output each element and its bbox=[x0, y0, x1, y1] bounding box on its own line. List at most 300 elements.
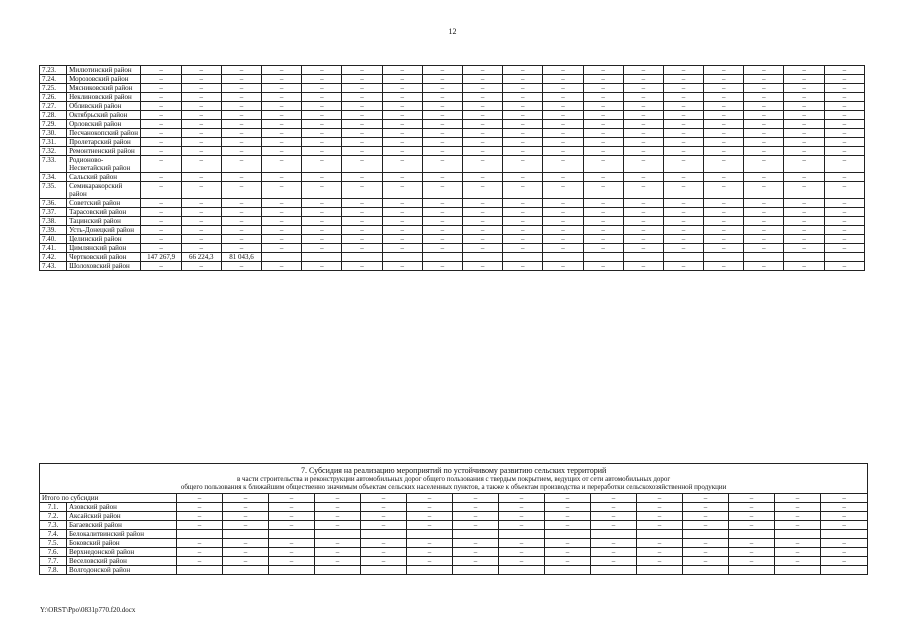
table-row bbox=[40, 102, 865, 111]
value-cell: – bbox=[704, 182, 744, 199]
row-number: 7.2. bbox=[40, 512, 67, 521]
value-cell: – bbox=[683, 512, 729, 521]
value-cell: – bbox=[141, 262, 181, 271]
value-cell: – bbox=[637, 548, 683, 557]
value-cell: – bbox=[637, 521, 683, 530]
value-cell: – bbox=[262, 235, 302, 244]
value-cell: – bbox=[704, 208, 744, 217]
value-cell: – bbox=[422, 147, 462, 156]
value-cell: – bbox=[744, 199, 784, 208]
value-cell bbox=[704, 253, 744, 262]
value-cell: – bbox=[623, 102, 663, 111]
value-cell: – bbox=[775, 512, 821, 521]
value-cell: – bbox=[382, 226, 422, 235]
value-cell bbox=[729, 530, 775, 539]
value-cell: – bbox=[181, 129, 221, 138]
value-cell: – bbox=[824, 93, 864, 102]
value-cell: – bbox=[744, 262, 784, 271]
value-cell: – bbox=[583, 199, 623, 208]
value-cell: – bbox=[784, 208, 824, 217]
value-cell: – bbox=[422, 208, 462, 217]
value-cell: – bbox=[361, 539, 407, 548]
value-cell: – bbox=[503, 208, 543, 217]
value-cell: – bbox=[302, 75, 342, 84]
value-cell: – bbox=[141, 129, 181, 138]
value-cell: – bbox=[302, 66, 342, 75]
value-cell: – bbox=[382, 173, 422, 182]
value-cell: – bbox=[543, 262, 583, 271]
value-cell: – bbox=[824, 129, 864, 138]
value-cell: – bbox=[342, 235, 382, 244]
value-cell bbox=[223, 566, 269, 575]
value-cell: – bbox=[704, 75, 744, 84]
value-cell: – bbox=[342, 84, 382, 93]
value-cell: – bbox=[221, 244, 261, 253]
value-cell: – bbox=[821, 548, 868, 557]
total-value-cell: – bbox=[591, 494, 637, 503]
value-cell: – bbox=[623, 120, 663, 129]
table-row bbox=[40, 566, 868, 575]
value-cell: – bbox=[342, 244, 382, 253]
value-cell: – bbox=[744, 182, 784, 199]
value-cell: – bbox=[462, 93, 502, 102]
row-number: 7.38. bbox=[40, 217, 67, 226]
total-value-cell: – bbox=[775, 494, 821, 503]
value-cell: – bbox=[462, 244, 502, 253]
value-cell: – bbox=[382, 244, 422, 253]
value-cell: 66 224,3 bbox=[181, 253, 221, 262]
row-number: 7.25. bbox=[40, 84, 67, 93]
value-cell: – bbox=[462, 208, 502, 217]
value-cell: – bbox=[361, 548, 407, 557]
value-cell: – bbox=[583, 138, 623, 147]
value-cell: – bbox=[422, 156, 462, 173]
value-cell: – bbox=[623, 147, 663, 156]
value-cell: – bbox=[704, 66, 744, 75]
value-cell: – bbox=[744, 93, 784, 102]
value-cell: – bbox=[704, 111, 744, 120]
district-name: Чертковский район bbox=[67, 253, 141, 262]
value-cell: – bbox=[141, 182, 181, 199]
value-cell: – bbox=[422, 84, 462, 93]
table-row bbox=[40, 557, 868, 566]
value-cell: – bbox=[269, 548, 315, 557]
value-cell: – bbox=[729, 503, 775, 512]
value-cell: – bbox=[382, 156, 422, 173]
value-cell: – bbox=[543, 244, 583, 253]
value-cell bbox=[302, 253, 342, 262]
row-number: 7.40. bbox=[40, 235, 67, 244]
district-name: Багаевский район bbox=[67, 521, 177, 530]
value-cell: – bbox=[784, 138, 824, 147]
value-cell: – bbox=[683, 548, 729, 557]
value-cell: – bbox=[221, 147, 261, 156]
value-cell: – bbox=[543, 147, 583, 156]
value-cell: – bbox=[221, 208, 261, 217]
value-cell: – bbox=[503, 244, 543, 253]
row-number: 7.5. bbox=[40, 539, 67, 548]
value-cell bbox=[269, 530, 315, 539]
table-row bbox=[40, 548, 868, 557]
page-number: 12 bbox=[448, 27, 457, 36]
value-cell: – bbox=[824, 138, 864, 147]
value-cell: – bbox=[141, 138, 181, 147]
value-cell: – bbox=[824, 102, 864, 111]
value-cell: – bbox=[221, 199, 261, 208]
value-cell: – bbox=[824, 262, 864, 271]
value-cell: – bbox=[462, 217, 502, 226]
district-name: Азовский район bbox=[67, 503, 177, 512]
value-cell: – bbox=[342, 129, 382, 138]
value-cell: – bbox=[824, 111, 864, 120]
value-cell: – bbox=[623, 208, 663, 217]
value-cell: – bbox=[583, 182, 623, 199]
value-cell: – bbox=[422, 75, 462, 84]
value-cell: – bbox=[775, 503, 821, 512]
value-cell: – bbox=[824, 84, 864, 93]
value-cell: – bbox=[663, 217, 703, 226]
value-cell: – bbox=[744, 173, 784, 182]
value-cell bbox=[223, 530, 269, 539]
value-cell: – bbox=[181, 84, 221, 93]
table-row bbox=[40, 208, 865, 217]
row-number: 7.8. bbox=[40, 566, 67, 575]
value-cell bbox=[663, 253, 703, 262]
value-cell: – bbox=[302, 182, 342, 199]
value-cell bbox=[422, 253, 462, 262]
value-cell bbox=[784, 253, 824, 262]
value-cell: – bbox=[262, 208, 302, 217]
table-row bbox=[40, 93, 865, 102]
value-cell: – bbox=[453, 548, 499, 557]
value-cell: – bbox=[382, 120, 422, 129]
value-cell: – bbox=[407, 512, 453, 521]
row-number: 7.32. bbox=[40, 147, 67, 156]
value-cell: – bbox=[422, 182, 462, 199]
row-number: 7.7. bbox=[40, 557, 67, 566]
value-cell: – bbox=[503, 156, 543, 173]
value-cell: – bbox=[543, 235, 583, 244]
value-cell: – bbox=[382, 235, 422, 244]
value-cell bbox=[269, 566, 315, 575]
total-value-cell: – bbox=[407, 494, 453, 503]
value-cell: – bbox=[729, 539, 775, 548]
value-cell: – bbox=[545, 521, 591, 530]
value-cell: – bbox=[663, 199, 703, 208]
table-row bbox=[40, 182, 865, 199]
value-cell: – bbox=[342, 102, 382, 111]
value-cell: – bbox=[315, 503, 361, 512]
row-number: 7.36. bbox=[40, 199, 67, 208]
value-cell: – bbox=[824, 120, 864, 129]
table-row bbox=[40, 503, 868, 512]
value-cell: – bbox=[262, 156, 302, 173]
table-row bbox=[40, 129, 865, 138]
row-number: 7.43. bbox=[40, 262, 67, 271]
district-name: Неклиновский район bbox=[67, 93, 141, 102]
value-cell: – bbox=[704, 102, 744, 111]
value-cell: – bbox=[382, 66, 422, 75]
value-cell: – bbox=[361, 512, 407, 521]
value-cell: – bbox=[462, 156, 502, 173]
value-cell: – bbox=[422, 173, 462, 182]
value-cell: – bbox=[744, 84, 784, 93]
value-cell: – bbox=[262, 173, 302, 182]
value-cell: – bbox=[422, 111, 462, 120]
value-cell: – bbox=[663, 226, 703, 235]
row-number: 7.41. bbox=[40, 244, 67, 253]
value-cell: – bbox=[221, 93, 261, 102]
value-cell bbox=[545, 530, 591, 539]
value-cell: – bbox=[637, 512, 683, 521]
value-cell: – bbox=[729, 548, 775, 557]
district-name: Веселовский район bbox=[67, 557, 177, 566]
value-cell: – bbox=[462, 102, 502, 111]
value-cell: – bbox=[824, 75, 864, 84]
value-cell: – bbox=[462, 147, 502, 156]
value-cell: – bbox=[262, 226, 302, 235]
caption-line-2: в части строительства и реконструкции автомобильных дорог общего пользования с твердым покрытием, ведущих от сети автомобильных дорог bbox=[236, 475, 671, 483]
value-cell: – bbox=[545, 548, 591, 557]
value-cell: – bbox=[583, 262, 623, 271]
value-cell: – bbox=[342, 120, 382, 129]
value-cell: – bbox=[623, 66, 663, 75]
value-cell: – bbox=[181, 244, 221, 253]
value-cell: – bbox=[623, 217, 663, 226]
row-number: 7.31. bbox=[40, 138, 67, 147]
table-row bbox=[40, 244, 865, 253]
value-cell: – bbox=[223, 512, 269, 521]
table-row bbox=[40, 75, 865, 84]
value-cell: – bbox=[583, 156, 623, 173]
value-cell: – bbox=[663, 138, 703, 147]
value-cell: – bbox=[462, 173, 502, 182]
value-cell: – bbox=[141, 235, 181, 244]
value-cell: – bbox=[141, 93, 181, 102]
value-cell: – bbox=[591, 539, 637, 548]
value-cell: – bbox=[407, 521, 453, 530]
value-cell: – bbox=[302, 262, 342, 271]
value-cell: – bbox=[342, 147, 382, 156]
value-cell: – bbox=[177, 503, 223, 512]
total-label: Итого по субсидии bbox=[40, 494, 177, 503]
value-cell: – bbox=[342, 262, 382, 271]
value-cell bbox=[683, 566, 729, 575]
value-cell: – bbox=[503, 111, 543, 120]
value-cell: – bbox=[302, 120, 342, 129]
total-value-cell: – bbox=[361, 494, 407, 503]
value-cell: – bbox=[422, 235, 462, 244]
value-cell: – bbox=[821, 521, 868, 530]
value-cell bbox=[821, 530, 868, 539]
value-cell: – bbox=[623, 235, 663, 244]
table-row bbox=[40, 156, 865, 173]
value-cell bbox=[407, 530, 453, 539]
value-cell: – bbox=[141, 75, 181, 84]
value-cell: – bbox=[543, 102, 583, 111]
districts-table-continued bbox=[39, 65, 865, 271]
value-cell: – bbox=[543, 173, 583, 182]
value-cell bbox=[824, 253, 864, 262]
value-cell: – bbox=[503, 102, 543, 111]
row-number: 7.39. bbox=[40, 226, 67, 235]
value-cell: – bbox=[704, 138, 744, 147]
value-cell: – bbox=[262, 75, 302, 84]
value-cell: – bbox=[583, 226, 623, 235]
value-cell: – bbox=[704, 235, 744, 244]
value-cell: – bbox=[637, 539, 683, 548]
value-cell: – bbox=[342, 156, 382, 173]
district-name: Волгодонской район bbox=[67, 566, 177, 575]
value-cell: – bbox=[623, 129, 663, 138]
total-value-cell: – bbox=[315, 494, 361, 503]
value-cell bbox=[315, 530, 361, 539]
value-cell: – bbox=[382, 199, 422, 208]
value-cell: – bbox=[223, 557, 269, 566]
value-cell: – bbox=[744, 66, 784, 75]
value-cell: – bbox=[583, 208, 623, 217]
value-cell: – bbox=[262, 199, 302, 208]
district-name: Семикаракорский район bbox=[67, 182, 141, 199]
value-cell: – bbox=[262, 93, 302, 102]
value-cell: – bbox=[462, 226, 502, 235]
value-cell: – bbox=[181, 138, 221, 147]
value-cell: – bbox=[302, 244, 342, 253]
value-cell: – bbox=[262, 66, 302, 75]
value-cell: – bbox=[262, 129, 302, 138]
value-cell: – bbox=[302, 138, 342, 147]
value-cell: – bbox=[422, 199, 462, 208]
value-cell: – bbox=[302, 235, 342, 244]
value-cell: – bbox=[543, 138, 583, 147]
value-cell bbox=[453, 566, 499, 575]
row-number: 7.23. bbox=[40, 66, 67, 75]
total-value-cell: – bbox=[223, 494, 269, 503]
value-cell: – bbox=[543, 129, 583, 138]
value-cell: – bbox=[704, 147, 744, 156]
value-cell: – bbox=[269, 512, 315, 521]
value-cell: – bbox=[591, 503, 637, 512]
value-cell: – bbox=[315, 548, 361, 557]
value-cell: – bbox=[141, 102, 181, 111]
value-cell: – bbox=[623, 199, 663, 208]
value-cell: – bbox=[729, 512, 775, 521]
value-cell bbox=[453, 530, 499, 539]
value-cell: – bbox=[315, 512, 361, 521]
value-cell: – bbox=[784, 262, 824, 271]
value-cell: – bbox=[824, 217, 864, 226]
value-cell: – bbox=[744, 156, 784, 173]
value-cell: – bbox=[462, 262, 502, 271]
table-row bbox=[40, 111, 865, 120]
district-name: Обливский район bbox=[67, 102, 141, 111]
value-cell: – bbox=[221, 120, 261, 129]
value-cell: – bbox=[141, 147, 181, 156]
value-cell: – bbox=[704, 217, 744, 226]
value-cell: 147 267,9 bbox=[141, 253, 181, 262]
table-row bbox=[40, 512, 868, 521]
value-cell: – bbox=[269, 539, 315, 548]
value-cell: – bbox=[503, 147, 543, 156]
value-cell: – bbox=[623, 262, 663, 271]
value-cell: – bbox=[262, 217, 302, 226]
value-cell: – bbox=[181, 147, 221, 156]
value-cell: – bbox=[262, 182, 302, 199]
value-cell: – bbox=[824, 147, 864, 156]
value-cell: – bbox=[704, 262, 744, 271]
district-name: Ремонтненский район bbox=[67, 147, 141, 156]
value-cell: – bbox=[462, 129, 502, 138]
value-cell: – bbox=[821, 512, 868, 521]
value-cell: – bbox=[784, 226, 824, 235]
value-cell: – bbox=[503, 129, 543, 138]
value-cell: – bbox=[744, 217, 784, 226]
value-cell: – bbox=[591, 521, 637, 530]
value-cell: – bbox=[382, 111, 422, 120]
row-number: 7.6. bbox=[40, 548, 67, 557]
value-cell: – bbox=[545, 512, 591, 521]
value-cell: – bbox=[683, 557, 729, 566]
value-cell: – bbox=[824, 199, 864, 208]
value-cell bbox=[342, 253, 382, 262]
value-cell: – bbox=[342, 217, 382, 226]
value-cell: – bbox=[221, 217, 261, 226]
value-cell: – bbox=[302, 156, 342, 173]
value-cell: – bbox=[583, 120, 623, 129]
value-cell: – bbox=[262, 120, 302, 129]
value-cell: – bbox=[824, 173, 864, 182]
value-cell: – bbox=[342, 66, 382, 75]
table-row bbox=[40, 147, 865, 156]
district-name: Пролетарский район bbox=[67, 138, 141, 147]
row-number: 7.37. bbox=[40, 208, 67, 217]
value-cell: – bbox=[623, 244, 663, 253]
value-cell: – bbox=[583, 93, 623, 102]
total-value-cell: – bbox=[821, 494, 868, 503]
value-cell: – bbox=[545, 503, 591, 512]
value-cell: – bbox=[824, 66, 864, 75]
value-cell: – bbox=[503, 262, 543, 271]
table-row bbox=[40, 173, 865, 182]
row-number: 7.24. bbox=[40, 75, 67, 84]
value-cell: – bbox=[181, 262, 221, 271]
value-cell: – bbox=[141, 199, 181, 208]
value-cell: – bbox=[422, 66, 462, 75]
value-cell: – bbox=[744, 120, 784, 129]
subsidy-section-table bbox=[39, 463, 868, 575]
value-cell bbox=[744, 253, 784, 262]
value-cell: – bbox=[269, 521, 315, 530]
value-cell: – bbox=[591, 548, 637, 557]
value-cell: – bbox=[784, 147, 824, 156]
district-name: Тацинский район bbox=[67, 217, 141, 226]
value-cell bbox=[775, 530, 821, 539]
value-cell: – bbox=[663, 129, 703, 138]
value-cell: – bbox=[177, 521, 223, 530]
value-cell: – bbox=[315, 557, 361, 566]
value-cell: – bbox=[262, 244, 302, 253]
value-cell: – bbox=[543, 156, 583, 173]
value-cell: – bbox=[784, 111, 824, 120]
value-cell: – bbox=[382, 102, 422, 111]
value-cell: – bbox=[704, 199, 744, 208]
value-cell: – bbox=[181, 111, 221, 120]
value-cell: – bbox=[361, 503, 407, 512]
value-cell: – bbox=[543, 226, 583, 235]
value-cell: – bbox=[683, 521, 729, 530]
value-cell: – bbox=[141, 173, 181, 182]
value-cell: – bbox=[704, 173, 744, 182]
